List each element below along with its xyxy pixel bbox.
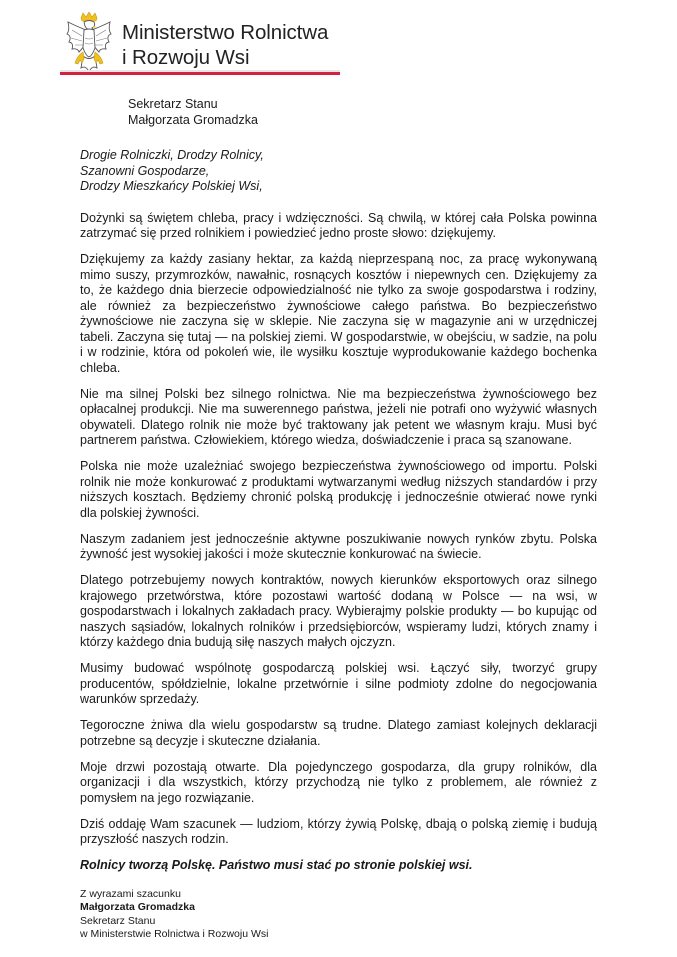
ministry-name: [122, 20, 328, 70]
flag-bar: [60, 70, 340, 75]
salutation-line: Drogie Rolniczki, Drodzy Rolnicy,: [80, 148, 264, 162]
paragraph: Polska nie może uzależniać swojego bezpieczeństwa żywnościowego od importu. Polski rolnik nie może konkurować z produktami wytwarzanymi według niższych standardów i przy niższych kosztach. Będziemy chronić polską produkcję i jednocześnie otwierać nowe rynki dla polskiej żywności.: [80, 459, 597, 520]
signatory-block: [128, 96, 258, 128]
ministry-name-line-1: Ministerstwo Rolnictwa: [122, 21, 329, 44]
paragraph: Moje drzwi pozostają otwarte. Dla pojedynczego gospodarza, dla grupy rolników, dla organizacji i dla wszystkich, którzy przychodzą nie tylko z problemem, ale również z pomysłem na jego rozwiązanie.: [80, 759, 597, 805]
paragraph: Dożynki są świętem chleba, pracy i wdzięczności. Są chwilą, w której cała Polska powinna zatrzymać się przed rolnikiem i powiedzieć jedno proste słowo: dziękujemy.: [80, 210, 597, 240]
ministry-name-line-2: i Rozwoju Wsi: [122, 46, 250, 69]
closing-statement: Rolnicy tworzą Polskę. Państwo musi stać po stronie polskiej wsi.: [80, 858, 473, 872]
signature-regards: Z wyrazami szacunku: [80, 887, 181, 900]
signature-name: Małgorzata Gromadzka: [80, 901, 195, 913]
signatory-title: Sekretarz Stanu: [128, 97, 218, 111]
paragraph: Nie ma silnej Polski bez silnego rolnictwa. Nie ma bezpieczeństwa żywnościowego bez opłacalnej produkcji. Nie ma suwerennego państwa, jeżeli nie potrafi ono wyżywić własnych obywateli. Dlatego rolnik nie może być traktowany jak petent we własnym kraju. Musi być partnerem państwa. Człowiekiem, którego wiedza, doświadczenie i praca są szanowane.: [80, 386, 597, 447]
paragraph: Dziś oddaję Wam szacunek — ludziom, którzy żywią Polskę, dbają o polską ziemię i budują przyszłość naszych rodzin.: [80, 816, 597, 846]
paragraph: Musimy budować wspólnotę gospodarczą polskiej wsi. Łączyć siły, tworzyć grupy producentów, spółdzielnie, lokalne przetwórnie i silne podmioty zdolne do negocjowania warunków sprzedaży.: [80, 661, 597, 706]
signature-title: Sekretarz Stanu: [80, 914, 156, 927]
salutation-line: Szanowni Gospodarze,: [80, 163, 210, 178]
flag-bar-red: [60, 72, 340, 75]
salutation-line: Drodzy Mieszkańcy Polskiej Wsi,: [80, 179, 263, 193]
paragraph: Dlatego potrzebujemy nowych kontraktów, nowych kierunków eksportowych oraz silnego krajowego przetwórstwa, które pozostawi wartość dodaną w Polsce — na wsi, w gospodarstwach i lokalnych zakładach pracy. Wybierajmy polskie produkty — bo kupując od naszych sąsiadów, lokalnych rolników i przedsiębiorców, wspieramy ludzi, których znamy i którzy każdego dnia budują siłę naszych małych ojczyzn.: [80, 573, 597, 649]
paragraph: Dziękujemy za każdy zasiany hektar, za każdą nieprzespaną noc, za pracę wykonywaną mimo suszy, przymrozków, nawałnic, rosnących kosztów i niepewnych cen. Dziękujemy za to, że każdego dnia bierzecie odpowiedzialność nie tylko za swoje gospodarstwa i rodziny, ale również za bezpieczeństwo żywnościowe całego państwa. Bo bezpieczeństwo żywnościowe nie zaczyna się w sklepie. Nie zaczyna się w magazynie ani w urzędniczej tabeli. Zaczyna się tutaj — na polskiej ziemi. W gospodarstwie, w obejściu, w sadzie, na polu i w rodzinie, która od pokoleń wie, ile wysiłku kosztuje wyprodukowanie każdego bochenka chleba.: [80, 252, 597, 375]
signature-institution: w Ministerstwie Rolnictwa i Rozwoju Wsi: [80, 928, 269, 940]
letter-body: [80, 148, 597, 942]
salutation: [80, 148, 597, 195]
polish-white-eagle-icon: [64, 12, 114, 78]
signature-block: [80, 888, 597, 942]
paragraph: Tegoroczne żniwa dla wielu gospodarstw są trudne. Dlatego zamiast kolejnych deklaracji potrzebne są decyzje i skuteczne działania.: [80, 718, 597, 748]
paragraph: Naszym zadaniem jest jednocześnie aktywne poszukiwanie nowych rynków zbytu. Polska żywność jest wysokiej jakości i może skutecznie konkurować na świecie.: [80, 531, 597, 561]
signatory-name: Małgorzata Gromadzka: [128, 113, 258, 127]
